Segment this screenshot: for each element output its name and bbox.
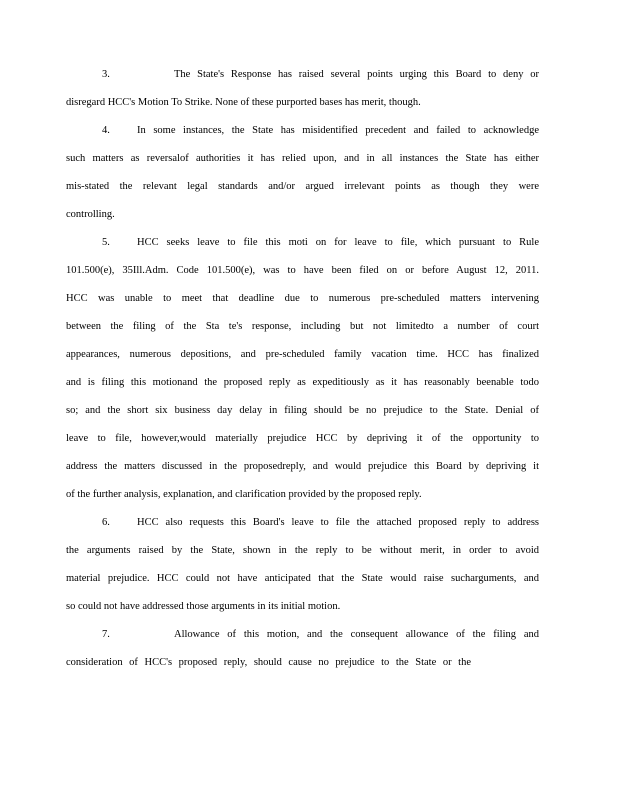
text-line: consideration of HCC's proposed reply, should cause no prejudice to the State or the — [66, 657, 471, 668]
paragraph-number: 4. — [102, 125, 110, 136]
text-line: appearances, numerous depositions, and pre-scheduled family vacation time. HCC has finalized — [66, 349, 539, 360]
paragraph-number: 5. — [102, 237, 110, 248]
text-line: HCC was unable to meet that deadline due to numerous pre-scheduled matters intervening — [66, 293, 539, 304]
text-line: 101.500(e), 35Ill.Adm. Code 101.500(e), was to have been filed on or before August 12, 2011. — [66, 265, 539, 276]
text-line: between the filing of the Sta te's response, including but not limitedto a number of court — [66, 321, 539, 332]
paragraph-number: 7. — [102, 629, 110, 640]
text-line: The State's Response has raised several points urging this Board to deny or — [174, 69, 539, 80]
text-line: address the matters discussed in the proposedreply, and would prejudice this Board by depriving it — [66, 461, 539, 472]
text-line: material prejudice. HCC could not have anticipated that the State would raise sucharguments, and — [66, 573, 539, 584]
text-line: In some instances, the State has misidentified precedent and failed to acknowledge — [137, 125, 539, 136]
text-line: HCC also requests this Board's leave to file the attached proposed reply to address — [137, 517, 539, 528]
paragraph-number: 6. — [102, 517, 110, 528]
text-line: HCC seeks leave to file this moti on for leave to file, which pursuant to Rule — [137, 237, 539, 248]
text-line: disregard HCC's Motion To Strike. None of these purported bases has merit, though. — [66, 97, 421, 108]
text-line: such matters as reversalof authorities it has relied upon, and in all instances the State has either — [66, 153, 539, 164]
text-line: Allowance of this motion, and the consequent allowance of the filing and — [174, 629, 539, 640]
paragraph-number: 3. — [102, 69, 110, 80]
text-line: of the further analysis, explanation, and clarification provided by the proposed reply. — [66, 489, 422, 500]
text-line: so; and the short six business day delay in filing should be no prejudice to the State. Denial of — [66, 405, 539, 416]
text-line: controlling. — [66, 209, 115, 220]
text-line: the arguments raised by the State, shown in the reply to be without merit, in order to avoid — [66, 545, 539, 556]
text-line: so could not have addressed those arguments in its initial motion. — [66, 601, 341, 612]
text-line: mis-stated the relevant legal standards and/or argued irrelevant points as though they were — [66, 181, 539, 192]
text-line: and is filing this motionand the proposed reply as expeditiously as it has reasonably beenable todo — [66, 377, 539, 388]
text-line: leave to file, however,would materially prejudice HCC by depriving it of the opportunity to — [66, 433, 539, 444]
